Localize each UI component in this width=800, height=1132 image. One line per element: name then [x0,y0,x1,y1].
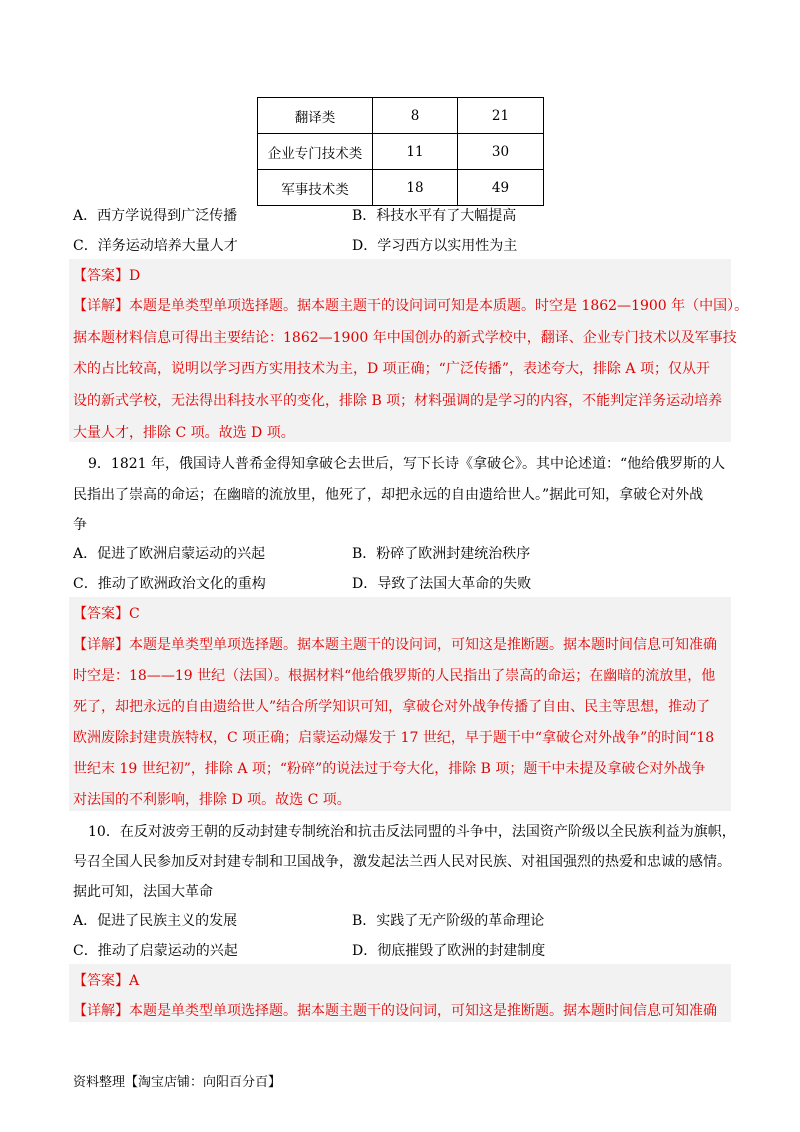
q9-option-d: D．导致了法国大革命的失败 [352,576,532,592]
q10-stem-line: 据此可知，法国大革命 [73,884,213,900]
q8-option-c: C．洋务运动培养大量人才 [73,238,238,254]
q8-answer: 【答案】D [73,268,141,284]
table-row [258,98,544,134]
table-cell: 11 [373,134,458,170]
q10-stem-line: 10．在反对波旁王朝的反动封建专制统治和抗击反法同盟的斗争中，法国资产阶级以全民族利益为旗帜， [88,824,736,840]
page-footer: 资料整理【淘宝店铺：向阳百分百】 [73,1075,282,1090]
q8-option-a: A．西方学说得到广泛传播 [73,208,238,224]
table-cell: 企业专门技术类 [258,134,373,170]
table-cell: 8 [373,98,458,134]
q9-explain-line: 对法国的不利影响，排除 D 项。故选 C 项。 [73,792,351,808]
q10-option-c: C．推动了启蒙运动的兴起 [73,943,238,959]
q10-answer: 【答案】A [73,973,140,989]
q8-explain-line: 【详解】本题是单类型单项选择题。据本题主题干的设问词可知是本质题。时空是 1862—1900 年（中国）。 [73,298,749,314]
q10-explain-line: 【详解】本题是单类型单项选择题。据本题主题干的设问词，可知这是推断题。据本题时间信息可知准确 [73,1003,717,1019]
q9-explain-line: 欧洲废除封建贵族特权，C 项正确；启蒙运动爆发于 17 世纪，早于题干中“拿破仑对外战争”的时间“18 [73,730,715,746]
q8-explain-line: 据本题材料信息可得出主要结论：1862—1900 年中国创办的新式学校中，翻译、企业专门技术以及军事技 [73,330,737,346]
q10-stem-line: 号召全国人民参加反对封建专制和卫国战争，激发起法兰西人民对民族、对祖国强烈的热爱和忠诚的感情。 [73,854,731,870]
q9-explain-line: 死了，却把永远的自由遗给世人”结合所学知识可知，拿破仑对外战争传播了自由、民主等思想，推动了 [73,699,711,715]
q8-answer-block [69,259,731,442]
q8-option-d: D．学习西方以实用性为主 [352,238,518,254]
table-cell: 18 [373,170,458,206]
table-cell: 49 [458,170,544,206]
q8-option-b: B．科技水平有了大幅提高 [352,208,517,224]
q8-explain-line: 大量人才，排除 C 项。故选 D 项。 [73,425,295,441]
q9-explain-line: 时空是：18——19 世纪（法国）。根据材料“他给俄罗斯的人民指出了崇高的命运；在幽暗的流放里，他 [73,668,716,684]
table-row [258,134,544,170]
q9-option-c: C．推动了欧洲政治文化的重构 [73,576,266,592]
q9-explain-line: 世纪末 19 世纪初”，排除 A 项；“粉碎”的说法过于夸大化，排除 B 项；题干中未提及拿破仑对外战争 [73,761,706,777]
table-cell: 军事技术类 [258,170,373,206]
q9-stem-line: 争 [73,517,87,533]
table-cell: 30 [458,134,544,170]
q9-stem-line: 民指出了崇高的命运；在幽暗的流放里，他死了，却把永远的自由遗给世人。”据此可知，拿破仑对外战 [73,487,704,503]
table-cell: 21 [458,98,544,134]
q9-explain-line: 【详解】本题是单类型单项选择题。据本题主题干的设问词，可知这是推断题。据本题时间信息可知准确 [73,637,717,653]
table-row [258,170,544,206]
q9-option-a: A．促进了欧洲启蒙运动的兴起 [73,546,266,562]
data-table [257,97,544,206]
q9-stem-line: 9．1821 年，俄国诗人普希金得知拿破仑去世后，写下长诗《拿破仑》。其中论述道：“他给俄罗斯的人 [88,456,726,472]
q10-option-a: A．促进了民族主义的发展 [73,913,238,929]
q8-explain-line: 术的占比较高，说明以学习西方实用技术为主，D 项正确；“广泛传播”，表述夸大，排除 A 项；仅从开 [73,361,710,377]
q10-option-b: B．实践了无产阶级的革命理论 [352,913,545,929]
table-cell: 翻译类 [258,98,373,134]
q10-option-d: D．彻底摧毁了欧洲的封建制度 [352,943,546,959]
q9-option-b: B．粉碎了欧洲封建统治秩序 [352,546,531,562]
q8-explain-line: 设的新式学校，无法得出科技水平的变化，排除 B 项；材料强调的是学习的内容，不能判定洋务运动培养 [73,393,723,409]
q9-answer: 【答案】C [73,606,140,622]
